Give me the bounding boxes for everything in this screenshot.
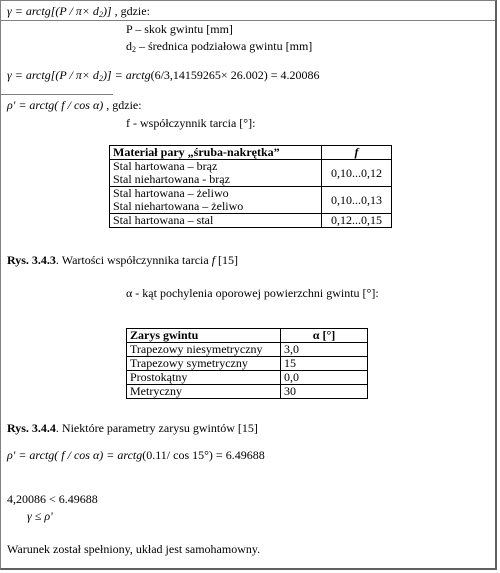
column-header-f: f [322, 146, 392, 160]
table-row: Trapezowy symetryczny 15 [127, 357, 368, 371]
formula-gamma-value: γ = arctg[(P / $\pi\times d_2$)] = arctg(6/3,14159265× 26.002) = 4.20086 [7, 68, 320, 83]
formula-rho-value: ρ' = arctg( f / cos α) = arctg(0.11/ cos 15°) = 6.49688 [7, 448, 265, 462]
definition-P: P – skok gwintu [mm] [126, 22, 233, 36]
conclusion-text: Warunek został spełniony, układ jest samohamowny. [7, 542, 261, 556]
divider [1, 94, 113, 95]
column-header-alpha: α [°] [281, 329, 368, 343]
figure-caption-3-4-4: Rys. 3.4.4. Niektóre parametry zarysu gwintów [15] [7, 421, 258, 435]
table-row: Stal hartowana – żeliwo Stal niehartowana – żeliwo 0,10...0,13 [110, 187, 392, 214]
table-row: Prostokątny 0,0 [127, 371, 368, 385]
table-row: Trapezowy niesymetryczny 3,0 [127, 343, 368, 357]
table-header-row [127, 329, 368, 343]
column-header-material: Materiał pary „śruba-nakrętka” [110, 146, 322, 160]
definition-d2: $d_2$ – średnica podziałowa gwintu [mm] [126, 39, 313, 54]
inequality: γ ≤ ρ' [27, 509, 53, 523]
column-header-profile: Zarys gwintu [127, 329, 281, 343]
table-row: Stal hartowana – stal 0,12...0,15 [110, 214, 392, 228]
figure-caption-3-4-3: Rys. 3.4.3. Wartości współczynnika tarcia f [15] [7, 253, 239, 267]
friction-coefficient-table [109, 145, 392, 228]
definition-alpha: α - kąt pochylenia oporowej powierzchni gwintu [°]: [126, 286, 379, 300]
divider [1, 20, 495, 21]
table-row: Metryczny 30 [127, 385, 368, 399]
formula-rho-definition: ρ' = arctg( f / cos α) , gdzie: [7, 98, 142, 112]
table-header-row [110, 146, 392, 160]
definition-f: f - współczynnik tarcia [°]: [126, 116, 256, 130]
thread-profile-table [126, 328, 368, 399]
table-row: Stal hartowana – brąz Stal niehartowana - brąz 0,10...0,12 [110, 160, 392, 187]
formula-gamma-definition: γ = arctg[(P / $\pi\times d_2$)] , gdzie: [7, 4, 150, 19]
comparison-values: 4,20086 < 6.49688 [7, 492, 98, 506]
